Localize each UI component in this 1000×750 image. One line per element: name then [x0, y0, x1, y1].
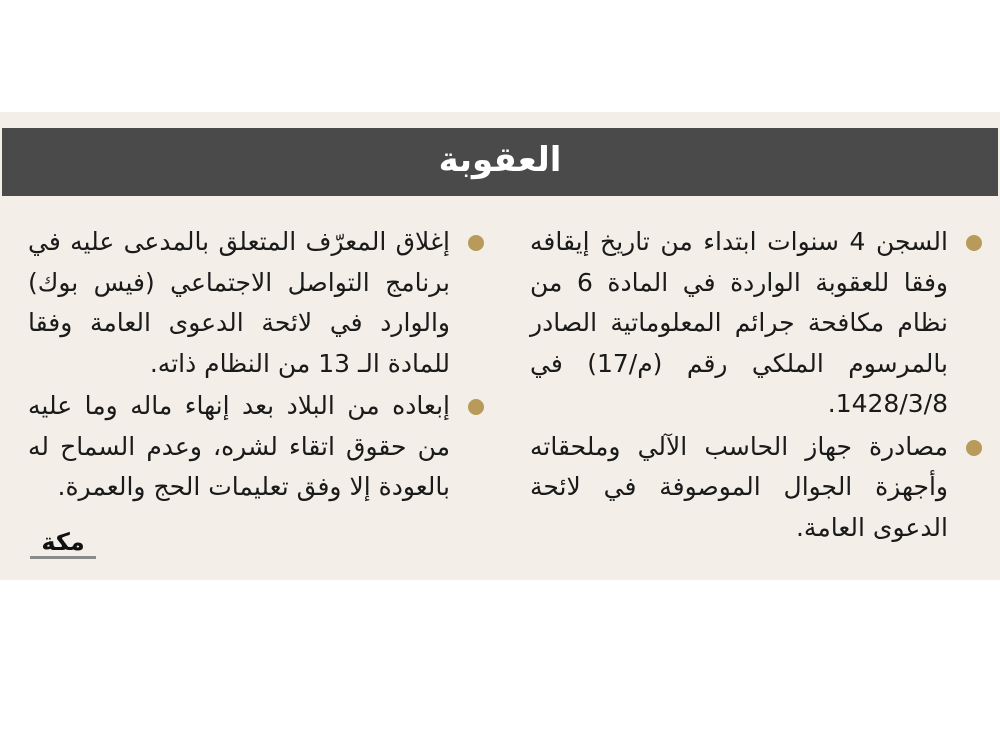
makkah-newspaper-logo: [28, 526, 98, 566]
logo-underline: [30, 556, 96, 559]
bullet-icon: [966, 440, 982, 456]
section-header: [2, 128, 998, 196]
left-column: [28, 222, 450, 510]
list-item: [28, 386, 450, 508]
bullet-icon: [468, 235, 484, 251]
list-item: [530, 427, 948, 549]
list-item: [28, 222, 450, 384]
list-item: [530, 222, 948, 425]
right-column: [530, 222, 948, 550]
list-item-text: إغلاق المعرّف المتعلق بالمدعى عليه في برنامج التواصل الاجتماعي (فيس بوك) والوارد في لائحة الدعوى العامة وفقا للمادة الـ 13 من النظام ذاته.: [28, 227, 450, 378]
section-title: العقوبة: [438, 140, 562, 180]
bullet-icon: [468, 399, 484, 415]
bullet-icon: [966, 235, 982, 251]
list-item-text: السجن 4 سنوات ابتداء من تاريخ إيقافه وفقا للعقوبة الواردة في المادة 6 من نظام مكافحة جرائم المعلوماتية الصادر بالمرسوم الملكي رقم (م/17) في 1428/3/8.: [530, 227, 949, 418]
list-item-text: إبعاده من البلاد بعد إنهاء ماله وما عليه من حقوق اتقاء لشره، وعدم السماح له بالعودة إلا وفق تعليمات الحج والعمرة.: [28, 391, 450, 501]
list-item-text: مصادرة جهاز الحاسب الآلي وملحقاته وأجهزة الجوال الموصوفة في لائحة الدعوى العامة.: [530, 431, 948, 542]
logo-text: مكة: [41, 528, 85, 556]
